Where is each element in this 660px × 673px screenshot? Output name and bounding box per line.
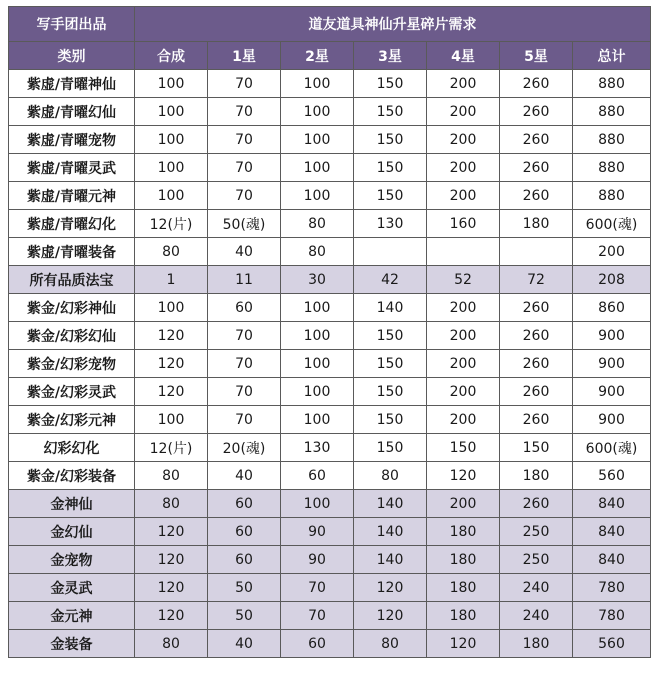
cell-star3: 150 <box>354 406 427 434</box>
table-row <box>9 154 651 182</box>
cell-star4: 200 <box>427 378 500 406</box>
cell-synthesis: 100 <box>135 70 208 98</box>
upgrade-fragments-table <box>8 6 651 658</box>
cell-total: 208 <box>573 266 651 294</box>
cell-star5 <box>500 238 573 266</box>
table-row <box>9 266 651 294</box>
cell-star5: 260 <box>500 182 573 210</box>
cell-star5: 250 <box>500 546 573 574</box>
table-row <box>9 182 651 210</box>
row-category: 金灵武 <box>9 574 135 602</box>
cell-star2: 30 <box>281 266 354 294</box>
cell-star3: 140 <box>354 518 427 546</box>
cell-synthesis: 100 <box>135 294 208 322</box>
cell-star2: 100 <box>281 490 354 518</box>
cell-star5: 260 <box>500 294 573 322</box>
cell-star4: 180 <box>427 518 500 546</box>
cell-star1: 40 <box>208 462 281 490</box>
cell-star3: 150 <box>354 182 427 210</box>
cell-star1: 70 <box>208 154 281 182</box>
cell-total: 840 <box>573 490 651 518</box>
row-category: 金元神 <box>9 602 135 630</box>
cell-star4: 160 <box>427 210 500 238</box>
cell-star5: 260 <box>500 406 573 434</box>
cell-star3 <box>354 238 427 266</box>
cell-star5: 260 <box>500 154 573 182</box>
cell-star5: 260 <box>500 350 573 378</box>
cell-star3: 80 <box>354 462 427 490</box>
cell-star1: 70 <box>208 126 281 154</box>
cell-star2: 100 <box>281 98 354 126</box>
cell-star3: 150 <box>354 434 427 462</box>
cell-star4: 180 <box>427 602 500 630</box>
cell-star5: 180 <box>500 462 573 490</box>
cell-star4: 120 <box>427 630 500 658</box>
cell-total: 560 <box>573 462 651 490</box>
table-row <box>9 294 651 322</box>
row-category: 紫虚/青曜神仙 <box>9 70 135 98</box>
cell-synthesis: 100 <box>135 182 208 210</box>
cell-star3: 150 <box>354 378 427 406</box>
cell-star2: 100 <box>281 350 354 378</box>
cell-star4: 200 <box>427 182 500 210</box>
cell-synthesis: 80 <box>135 630 208 658</box>
row-category: 紫虚/青曜灵武 <box>9 154 135 182</box>
cell-star3: 150 <box>354 70 427 98</box>
table-row <box>9 630 651 658</box>
cell-star1: 60 <box>208 518 281 546</box>
cell-star2: 100 <box>281 154 354 182</box>
cell-star2: 70 <box>281 574 354 602</box>
table-row <box>9 462 651 490</box>
cell-synthesis: 80 <box>135 462 208 490</box>
cell-star1: 20(魂) <box>208 434 281 462</box>
row-category: 紫金/幻彩幻仙 <box>9 322 135 350</box>
cell-star4: 200 <box>427 126 500 154</box>
cell-synthesis: 120 <box>135 574 208 602</box>
table-row <box>9 126 651 154</box>
table-row <box>9 70 651 98</box>
table-row <box>9 434 651 462</box>
cell-synthesis: 100 <box>135 406 208 434</box>
cell-star1: 70 <box>208 98 281 126</box>
cell-star2: 100 <box>281 182 354 210</box>
cell-synthesis: 120 <box>135 322 208 350</box>
row-category: 紫虚/青曜装备 <box>9 238 135 266</box>
cell-star4: 200 <box>427 70 500 98</box>
table-body <box>9 70 651 658</box>
row-category: 紫虚/青曜幻仙 <box>9 98 135 126</box>
cell-synthesis: 100 <box>135 154 208 182</box>
cell-star1: 11 <box>208 266 281 294</box>
cell-synthesis: 12(片) <box>135 434 208 462</box>
table-row <box>9 210 651 238</box>
cell-total: 600(魂) <box>573 210 651 238</box>
cell-star2: 100 <box>281 294 354 322</box>
cell-star2: 60 <box>281 630 354 658</box>
row-category: 紫虚/青曜元神 <box>9 182 135 210</box>
cell-star3: 120 <box>354 602 427 630</box>
table-row <box>9 406 651 434</box>
row-category: 金装备 <box>9 630 135 658</box>
table-row <box>9 490 651 518</box>
cell-star3: 150 <box>354 126 427 154</box>
cell-star1: 70 <box>208 322 281 350</box>
cell-star3: 120 <box>354 574 427 602</box>
cell-star3: 150 <box>354 98 427 126</box>
cell-total: 900 <box>573 322 651 350</box>
cell-synthesis: 100 <box>135 126 208 154</box>
cell-star2: 100 <box>281 322 354 350</box>
row-category: 金神仙 <box>9 490 135 518</box>
table-row <box>9 322 651 350</box>
cell-star5: 260 <box>500 490 573 518</box>
cell-star2: 90 <box>281 518 354 546</box>
cell-star5: 72 <box>500 266 573 294</box>
cell-star4: 180 <box>427 574 500 602</box>
cell-star4: 200 <box>427 154 500 182</box>
cell-star4: 120 <box>427 462 500 490</box>
row-category: 紫金/幻彩元神 <box>9 406 135 434</box>
cell-total: 200 <box>573 238 651 266</box>
cell-total: 880 <box>573 182 651 210</box>
table-row <box>9 546 651 574</box>
cell-total: 860 <box>573 294 651 322</box>
cell-star2: 80 <box>281 210 354 238</box>
cell-synthesis: 12(片) <box>135 210 208 238</box>
column-header-total: 总计 <box>573 42 651 70</box>
cell-star2: 130 <box>281 434 354 462</box>
cell-star4: 200 <box>427 490 500 518</box>
cell-total: 880 <box>573 70 651 98</box>
cell-star5: 240 <box>500 602 573 630</box>
cell-star4 <box>427 238 500 266</box>
cell-star3: 140 <box>354 294 427 322</box>
cell-star1: 40 <box>208 238 281 266</box>
row-category: 紫虚/青曜宠物 <box>9 126 135 154</box>
row-category: 紫金/幻彩神仙 <box>9 294 135 322</box>
cell-star2: 100 <box>281 126 354 154</box>
cell-star3: 150 <box>354 350 427 378</box>
cell-synthesis: 80 <box>135 490 208 518</box>
table-row <box>9 602 651 630</box>
cell-star5: 240 <box>500 574 573 602</box>
row-category: 金幻仙 <box>9 518 135 546</box>
cell-star3: 140 <box>354 490 427 518</box>
cell-star1: 60 <box>208 294 281 322</box>
cell-star3: 130 <box>354 210 427 238</box>
cell-star1: 70 <box>208 406 281 434</box>
row-category: 紫金/幻彩灵武 <box>9 378 135 406</box>
row-category: 所有品质法宝 <box>9 266 135 294</box>
cell-star4: 52 <box>427 266 500 294</box>
cell-star5: 150 <box>500 434 573 462</box>
cell-star5: 180 <box>500 210 573 238</box>
cell-star1: 60 <box>208 490 281 518</box>
cell-synthesis: 1 <box>135 266 208 294</box>
cell-star3: 140 <box>354 546 427 574</box>
column-header-star5: 5星 <box>500 42 573 70</box>
cell-synthesis: 120 <box>135 378 208 406</box>
table-row <box>9 98 651 126</box>
cell-star1: 50(魂) <box>208 210 281 238</box>
column-header-row <box>9 42 651 70</box>
cell-star5: 260 <box>500 126 573 154</box>
cell-star1: 70 <box>208 350 281 378</box>
cell-synthesis: 80 <box>135 238 208 266</box>
cell-star4: 150 <box>427 434 500 462</box>
table-row <box>9 378 651 406</box>
cell-star1: 70 <box>208 182 281 210</box>
cell-star2: 90 <box>281 546 354 574</box>
cell-synthesis: 100 <box>135 98 208 126</box>
column-header-star2: 2星 <box>281 42 354 70</box>
title-row <box>9 7 651 42</box>
cell-star5: 260 <box>500 378 573 406</box>
table-row <box>9 518 651 546</box>
cell-total: 840 <box>573 546 651 574</box>
cell-star1: 50 <box>208 602 281 630</box>
row-category: 紫金/幻彩宠物 <box>9 350 135 378</box>
cell-star2: 100 <box>281 406 354 434</box>
table-row <box>9 350 651 378</box>
cell-star3: 150 <box>354 322 427 350</box>
cell-star1: 70 <box>208 378 281 406</box>
row-category: 紫虚/青曜幻化 <box>9 210 135 238</box>
cell-star5: 260 <box>500 322 573 350</box>
column-header-category: 类别 <box>9 42 135 70</box>
cell-star2: 100 <box>281 70 354 98</box>
cell-total: 600(魂) <box>573 434 651 462</box>
cell-total: 900 <box>573 350 651 378</box>
cell-total: 900 <box>573 406 651 434</box>
cell-star4: 200 <box>427 294 500 322</box>
cell-star2: 70 <box>281 602 354 630</box>
cell-star5: 180 <box>500 630 573 658</box>
cell-star1: 70 <box>208 70 281 98</box>
cell-total: 900 <box>573 378 651 406</box>
row-category: 紫金/幻彩装备 <box>9 462 135 490</box>
cell-star3: 42 <box>354 266 427 294</box>
column-header-star3: 3星 <box>354 42 427 70</box>
cell-star5: 250 <box>500 518 573 546</box>
cell-total: 780 <box>573 574 651 602</box>
column-header-synthesis: 合成 <box>135 42 208 70</box>
cell-star2: 80 <box>281 238 354 266</box>
row-category: 幻彩幻化 <box>9 434 135 462</box>
cell-total: 880 <box>573 98 651 126</box>
cell-star3: 80 <box>354 630 427 658</box>
table-row <box>9 238 651 266</box>
cell-synthesis: 120 <box>135 602 208 630</box>
column-header-star1: 1星 <box>208 42 281 70</box>
cell-star5: 260 <box>500 70 573 98</box>
cell-star4: 200 <box>427 98 500 126</box>
cell-star4: 200 <box>427 322 500 350</box>
cell-star1: 60 <box>208 546 281 574</box>
cell-star4: 180 <box>427 546 500 574</box>
cell-synthesis: 120 <box>135 518 208 546</box>
cell-star1: 40 <box>208 630 281 658</box>
table-row <box>9 574 651 602</box>
cell-total: 560 <box>573 630 651 658</box>
cell-star4: 200 <box>427 350 500 378</box>
cell-total: 780 <box>573 602 651 630</box>
cell-star1: 50 <box>208 574 281 602</box>
cell-total: 840 <box>573 518 651 546</box>
cell-star5: 260 <box>500 98 573 126</box>
corner-label: 写手团出品 <box>9 7 135 42</box>
row-category: 金宠物 <box>9 546 135 574</box>
column-header-star4: 4星 <box>427 42 500 70</box>
cell-total: 880 <box>573 126 651 154</box>
cell-star4: 200 <box>427 406 500 434</box>
cell-star2: 60 <box>281 462 354 490</box>
table-title: 道友道具神仙升星碎片需求 <box>135 7 651 42</box>
cell-synthesis: 120 <box>135 350 208 378</box>
cell-synthesis: 120 <box>135 546 208 574</box>
cell-star2: 100 <box>281 378 354 406</box>
cell-total: 880 <box>573 154 651 182</box>
cell-star3: 150 <box>354 154 427 182</box>
